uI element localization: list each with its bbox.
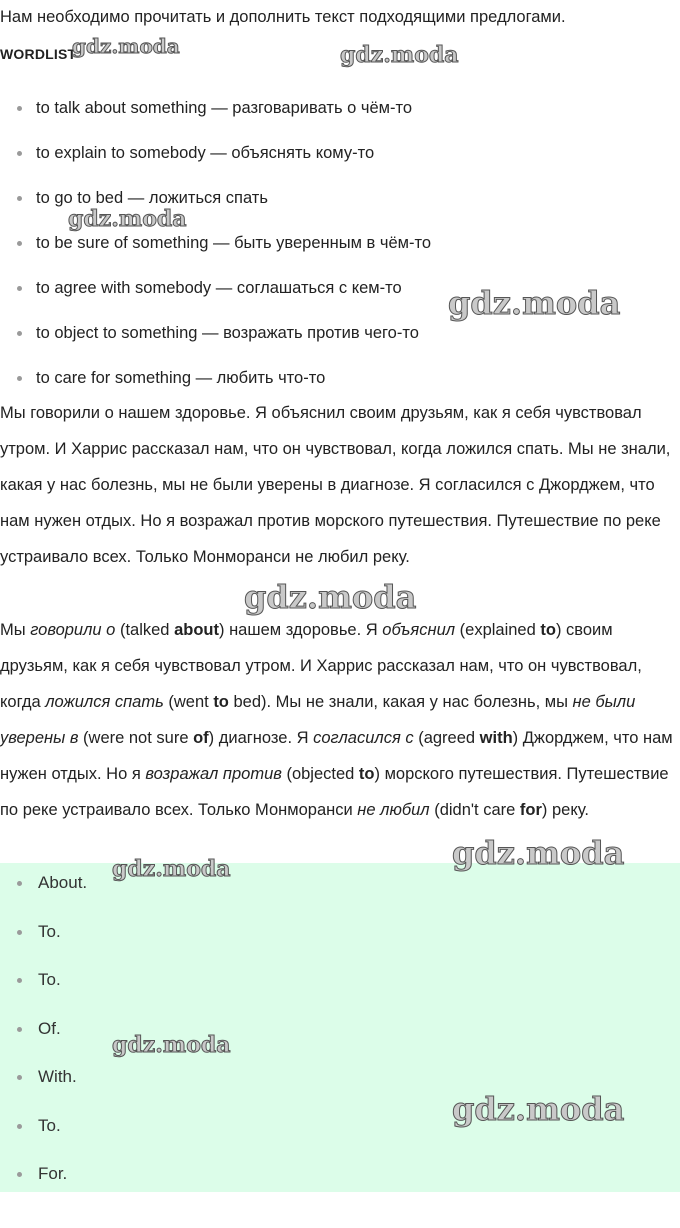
answer-item: Of.: [0, 1009, 680, 1058]
answer-item: To.: [0, 960, 680, 1009]
phrase-ru: не любил: [357, 801, 430, 819]
wordlist-item: to explain to somebody — объяснять кому-то: [0, 131, 431, 176]
wordlist: [0, 86, 431, 401]
text-fragment: (didn't care: [429, 801, 520, 819]
text-fragment: Мы: [0, 621, 31, 639]
watermark: gdz.moda: [68, 206, 187, 232]
watermark: gdz.moda: [452, 1090, 625, 1128]
wordlist-heading: WORDLIST: [0, 46, 77, 62]
wordlist-item: to care for something — любить что-то: [0, 356, 431, 401]
text-fragment: (explained: [455, 621, 541, 639]
phrase-ru: ложился спать: [45, 693, 164, 711]
russian-text-paragraph: Мы говорили о нашем здоровье. Я объяснил своим друзьям, как я себя чувствовал утром. И Харрис рассказал нам, что он чувствовал, когда ложился спать. Мы не знали, какая у нас болезнь, мы не были уверены в диагнозе. Я согласился с Джорджем, что нам нужен отдых. Но я возражал против морского путешествия. Путешествие по реке устраивало всех. Только Монморанси не любил реку.: [0, 404, 671, 566]
translated-text-paragraph: [0, 612, 680, 828]
wordlist-item: to be sure of something — быть уверенным в чём-то: [0, 221, 431, 266]
preposition: of: [193, 729, 209, 747]
preposition: to: [358, 765, 375, 783]
answer-item: With.: [0, 1057, 680, 1106]
preposition: with: [479, 729, 513, 747]
text-fragment: bed). Мы не знали, какая у нас болезнь, мы: [228, 693, 573, 711]
text-fragment: (objected: [281, 765, 359, 783]
text-fragment: (were not sure: [78, 729, 194, 747]
text-fragment: (went: [163, 693, 214, 711]
text-fragment: ) диагнозе. Я: [208, 729, 314, 747]
watermark: gdz.moda: [452, 834, 625, 872]
wordlist-item: to go to bed — ложиться спать: [0, 176, 431, 221]
text-fragment: (agreed: [413, 729, 480, 747]
wordlist-item: to agree with somebody — соглашаться с кем-то: [0, 266, 431, 311]
phrase-ru: возражал против: [145, 765, 282, 783]
watermark: gdz.moda: [112, 856, 231, 882]
answer-item: To.: [0, 1106, 680, 1155]
watermark: gdz.moda: [112, 1032, 231, 1058]
answers-block: [0, 863, 680, 1192]
answer-item: For.: [0, 1154, 680, 1203]
phrase-ru: согласился с: [313, 729, 414, 747]
answers-list: [0, 863, 680, 1203]
phrase-ru: объяснил: [382, 621, 456, 639]
watermark: gdz.moda: [72, 34, 180, 58]
text-fragment: ) морского путешествия. Путешествие по реке устраивало всех. Только Монморанси: [0, 765, 669, 819]
text-fragment: ) реку.: [541, 801, 589, 819]
watermark: gdz.moda: [244, 578, 417, 616]
answer-item: To.: [0, 912, 680, 961]
phrase-ru: говорили о: [30, 621, 116, 639]
preposition: to: [540, 621, 556, 639]
preposition: about: [174, 621, 219, 639]
preposition: for: [519, 801, 542, 819]
text-fragment: (talked: [115, 621, 175, 639]
task-instruction: Нам необходимо прочитать и дополнить текст подходящими предлогами.: [0, 8, 566, 26]
wordlist-item: to talk about something — разговаривать о чём-то: [0, 86, 431, 131]
preposition: to: [213, 693, 229, 711]
phrase-ru: не были уверены в: [0, 693, 636, 747]
text-fragment: ) своим друзьям, как я себя чувствовал утром. И Харрис рассказал нам, что он чувствовал, когда: [0, 621, 642, 711]
wordlist-item: to object to something — возражать против чего-то: [0, 311, 431, 356]
watermark: gdz.moda: [340, 42, 459, 68]
watermark: gdz.moda: [448, 284, 621, 322]
answer-item: About.: [0, 863, 680, 912]
text-fragment: ) Джорджем, что нам нужен отдых. Но я: [0, 729, 673, 783]
text-fragment: ) нашем здоровье. Я: [218, 621, 383, 639]
